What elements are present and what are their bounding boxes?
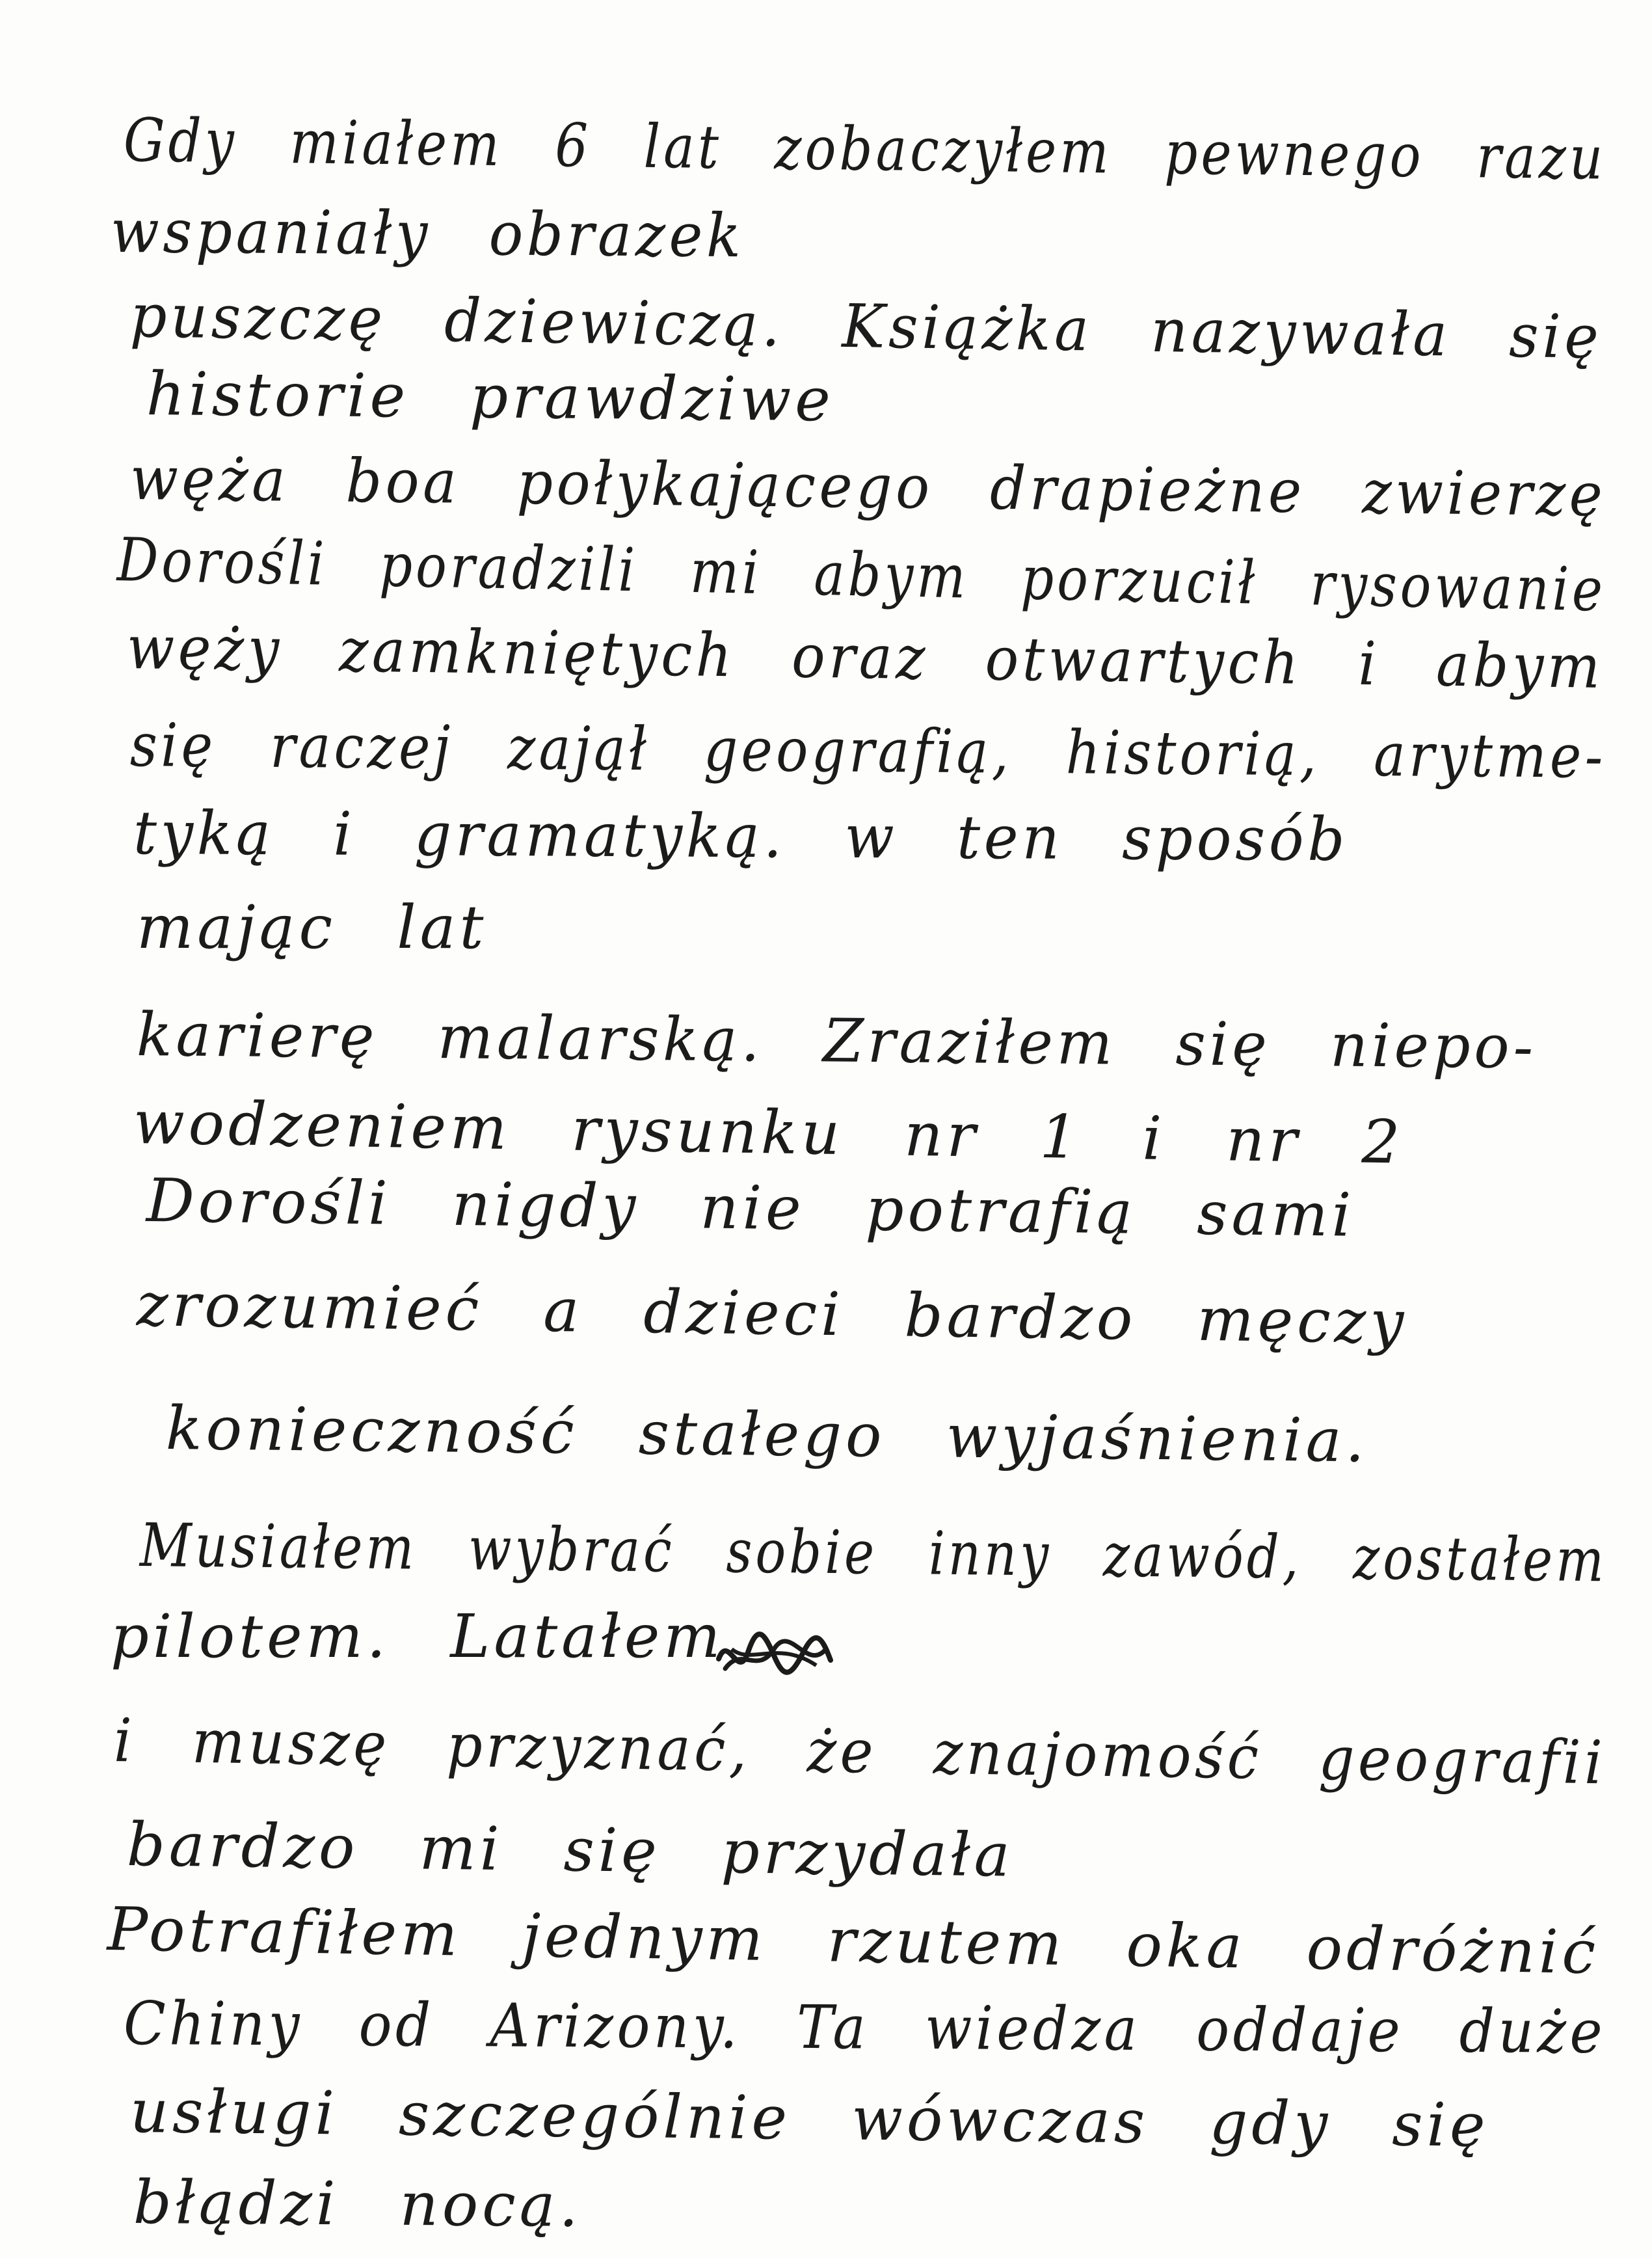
handwritten-line: puszczę dziewiczą. Książka nazywała się <box>129 281 1603 372</box>
handwritten-line: mając lat <box>137 893 488 962</box>
handwritten-line: usługi szczególnie wówczas gdy się <box>129 2077 1490 2160</box>
handwritten-line: konieczność stałego wyjaśnienia. <box>165 1393 1369 1476</box>
handwritten-line: Musiałem wybrać sobie inny zawód, zostałem <box>139 1511 1608 1596</box>
handwritten-line: wodzeniem rysunku nr 1 i nr 2 <box>133 1088 1404 1177</box>
handwritten-line: i muszę przyznać, że znajomość geografii <box>113 1706 1606 1798</box>
handwritten-line: Dorośli poradzili mi abym porzucił rysowanie <box>116 525 1606 625</box>
handwritten-line: węży zamkniętych oraz otwartych i abym <box>126 613 1605 702</box>
handwritten-line: pilotem. Latałem <box>111 1602 725 1671</box>
handwritten-line: Gdy miałem 6 lat zobaczyłem pewnego razu <box>123 105 1606 193</box>
handwritten-line: węża boa połykającego drapieżne zwierzę <box>129 444 1606 530</box>
handwritten-line: błądzi nocą. <box>133 2168 583 2240</box>
handwritten-line: zrozumieć a dzieci bardzo męczy <box>136 1270 1408 1358</box>
handwritten-line: się raczej zajął geografią, historią, arytme- <box>129 710 1606 792</box>
handwritten-line: Potrafiłem jednym rzutem oka odróżnić <box>107 1894 1600 1988</box>
crossed-out-scribble <box>712 1620 836 1691</box>
handwritten-line: tyką i gramatyką. w ten sposób <box>133 798 1349 875</box>
handwritten-line: Chiny od Arizony. Ta wiedza oddaje duże <box>123 1989 1606 2067</box>
handwritten-line: bardzo mi się przydała <box>126 1810 1015 1890</box>
handwritten-line: Dorośli nigdy nie potrafią sami <box>146 1166 1355 1250</box>
handwritten-line: karierę malarską. Zraziłem się niepo- <box>136 1000 1538 1082</box>
handwritten-line: historie prawdziwe <box>146 359 835 435</box>
handwritten-line: wspaniały obrazek <box>110 196 745 271</box>
